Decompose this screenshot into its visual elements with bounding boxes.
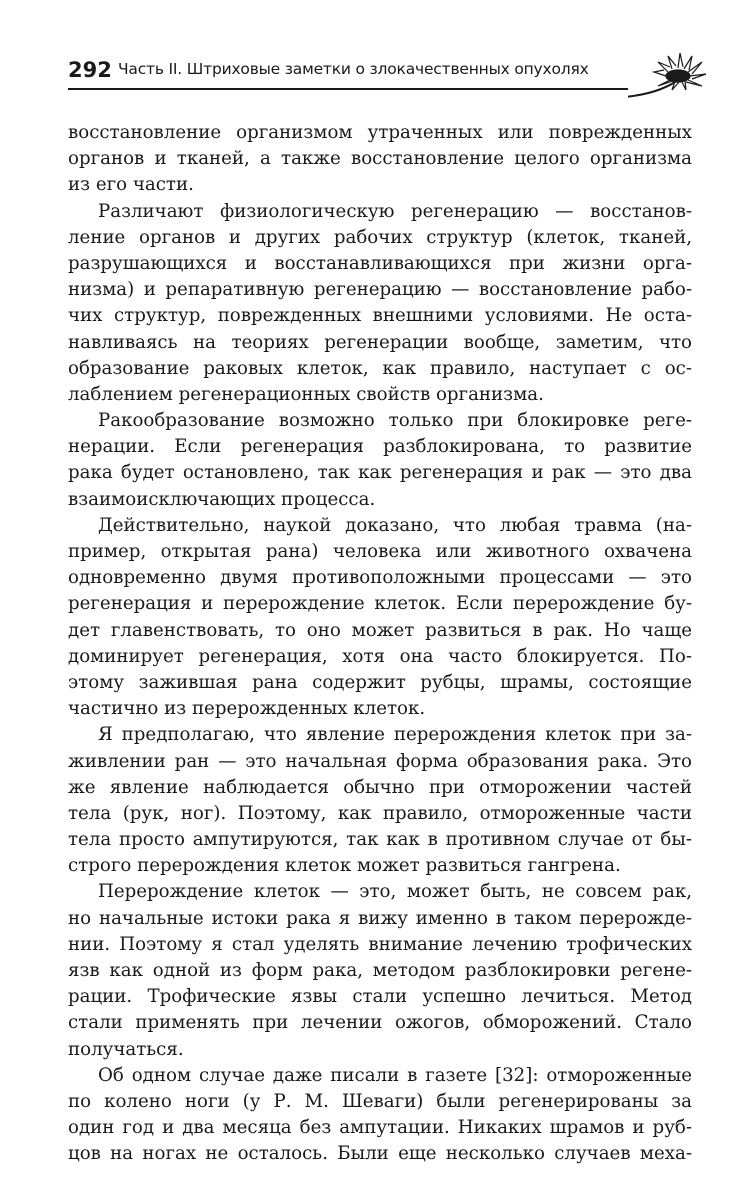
text-line: взаимоисключающих процесса. (68, 488, 376, 510)
header-rule (68, 88, 628, 90)
text-line: строго перерождения клеток может развиться гангрена. (68, 855, 621, 877)
text-line: Я предполагаю, что явление перерождения клеток при за- (98, 724, 692, 746)
text-line: но начальные истоки рака я вижу именно в таком перерожде- (68, 907, 692, 929)
text-line: живлении ран — это начальная форма образования рака. Это (68, 750, 692, 772)
text-line: получаться. (68, 1038, 184, 1060)
body-text (68, 120, 692, 1168)
text-line: один год и два месяца без ампутации. Никаких шрамов и руб- (68, 1117, 692, 1139)
text-line: образование раковых клеток, как правило, наступает с ос- (68, 357, 692, 379)
text-line: Ракообразование возможно только при блокировке реге- (98, 410, 692, 432)
text-line: нии. Поэтому я стал уделять внимание лечению трофических (68, 933, 692, 955)
text-line: язв как одной из форм рака, методом разблокировки регене- (68, 960, 692, 981)
text-line: стали применять при лечении ожогов, обморожений. Стало (68, 1012, 692, 1034)
text-line: Действительно, наукой доказано, что любая травма (на- (98, 514, 692, 536)
text-line: ление органов и других рабочих структур (клеток, тканей, (68, 226, 692, 248)
text-line: цов на ногах не осталось. Были еще несколько случаев меха- (68, 1143, 692, 1165)
sunflower-ornament-icon (628, 50, 708, 98)
text-line: тела просто ампутируются, так как в противном случае от бы- (68, 829, 692, 851)
text-line: дет главенствовать, то оно может развиться в рак. Но чаще (68, 619, 692, 641)
text-line: нерации. Если регенерация разблокирована, то развитие (68, 436, 692, 458)
text-line: рации. Трофические язвы стали успешно лечиться. Метод (68, 986, 692, 1008)
text-line: органов и тканей, а также восстановление целого организма (68, 148, 692, 170)
text-line: лаблением регенерационных свойств организма. (68, 383, 544, 405)
text-line: Об одном случае даже писали в газете [32]: отмороженные (98, 1064, 692, 1086)
text-line: низма) и репаративную регенерацию — восстановление рабо- (68, 279, 692, 301)
text-line: этому зажившая рана содержит рубцы, шрамы, состоящие (68, 671, 692, 693)
text-line: навливаясь на теориях регенерации вообще, заметим, что (68, 331, 692, 353)
running-head: Часть II. Штриховые заметки о злокачественных опухолях (118, 60, 589, 78)
text-line: пример, открытая рана) человека или животного охвачена (68, 541, 692, 562)
text-line: доминирует регенерация, хотя она часто блокируется. По- (68, 645, 692, 667)
text-line: Перерождение клеток — это, может быть, не совсем рак, (98, 881, 692, 903)
text-line: восстановление организмом утраченных или поврежденных (68, 122, 692, 143)
text-line: по колено ноги (у Р. М. Шеваги) были регенерированы за (68, 1090, 692, 1112)
text-line: регенерация и перерождение клеток. Если перерождение бу- (68, 593, 692, 615)
text-line: частично из перерожденных клеток. (68, 698, 426, 720)
page-header (68, 50, 708, 98)
text-line: из его части. (68, 174, 194, 196)
text-line: одновременно двумя противоположными процессами — это (68, 567, 692, 589)
text-line: рака будет остановлено, так как регенерация и рак — это два (68, 462, 692, 484)
page-number: 292 (68, 58, 112, 82)
text-line: же явление наблюдается обычно при отморожении частей (68, 776, 692, 798)
text-line: чих структур, поврежденных внешними условиями. Не оста- (68, 305, 692, 327)
text-line: разрушающихся и восстанавливающихся при жизни орга- (68, 252, 692, 274)
text-line: тела (рук, ног). Поэтому, как правило, отмороженные части (68, 802, 692, 824)
text-line: Различают физиологическую регенерацию — восстанов- (98, 200, 692, 222)
